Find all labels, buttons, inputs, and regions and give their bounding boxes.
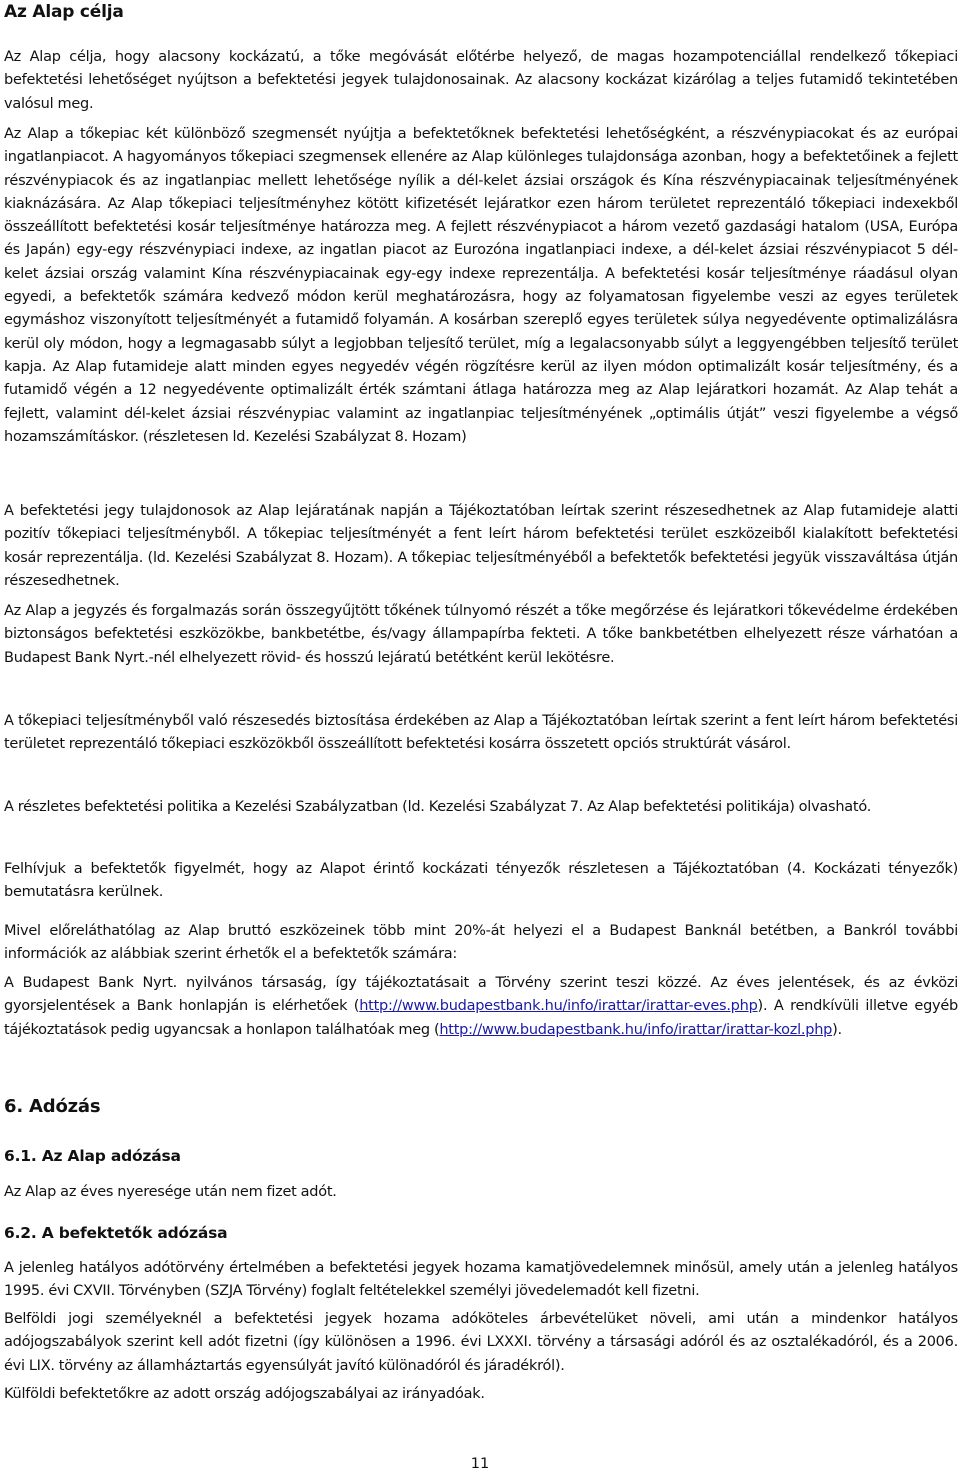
annual-reports-link[interactable]: http://www.budapestbank.hu/info/irattar/irattar-eves.php: [359, 998, 758, 1015]
paragraph-segments: Az Alap a tőkepiac két különböző szegmensét nyújtja a befektetőknek befektetési lehetőségként, a részvénypiacokat és az európai ingatlanpiacot. A hagyományos tőkepiaci szegmensek ellenére az Alap különleges tulajdonsága azonban, hogy a befektetőinek a fejlett részvénypiacok és az ingatlanpiac mellett lehetősége nyílik a dél-kelet ázsiai országok és Kína részvénypiacainak teljesítményének kiaknázására. Az Alap tőkepiaci teljesítményhez kötött kifizetését lejáratkor ezen három területet reprezentáló tőkepiaci indexekből összeállított befektetési kosár teljesítménye határozza meg. A fejlett részvénypiacot a három vezető gazdasági hatalom (USA, Európa és Japán) egy-egy részvénypiaci indexe, az ingatlan piacot az Eurozóna ingatlanpiaci indexe, a dél-kelet ázsiai részvénypiacot 5 dél-kelet ázsiai ország valamint Kína részvénypiacainak egy-egy indexe reprezentálja. A befektetési kosár teljesítménye ráadásul olyan egyedi, a befektetők számára kedvező módon kerül meghatározásra, hogy az folyamatosan figyelembe veszi az egyes területek egymáshoz viszonyított teljesítményét a futamidő folyamán. A kosárban szereplő egyes területek súlya negyedévente optimalizálásra kerül oly módon, hogy a legmagasabb súlyt a legjobban teljesítő terület, míg a legalacsonyabb súlyt a leggyengébben teljesítő terület kapja. Az Alap futamideje alatt minden egyes negyedév végén rögzítésre kerül az ilyen módon optimalizált kosár teljesítmény, és a futamidő végén a 12 negyedévente optimalizált érték számtani átlaga határozza meg az Alap lejáratkori hozamát. Az Alap tehát a fejlett, valamint dél-kelet ázsiai részvénypiac valamint az ingatlanpiac teljesítményének „optimális útját” veszi figyelembe a végső hozamszámításkor. (részletesen ld. Kezelési Szabályzat 8. Hozam): [4, 126, 958, 445]
extraordinary-reports-link[interactable]: http://www.budapestbank.hu/info/irattar/irattar-kozl.php: [439, 1021, 833, 1038]
paragraph-personal-tax: A jelenleg hatályos adótörvény értelmében a befektetési jegyek hozama kamatjövedelemnek minősül, amely után a jelenleg hatályos 1995. évi CXVII. Törvényben (SZJA Törvény) foglalt feltételekkel személyi jövedelemadót kell fizetni.: [4, 1260, 958, 1300]
paragraph-bank-deposit: Mivel előreláthatólag az Alap bruttó eszközeinek több mint 20%-át helyezi el a Budapest Banknál betétben, a Bankról további információk az alábbiak szerint érhetők el a befektetők számára:: [4, 923, 958, 963]
bank-info-text-4: ).: [832, 1021, 842, 1038]
page-number: 11: [470, 1456, 490, 1472]
paragraph-unitholders: A befektetési jegy tulajdonosok az Alap lejáratának napján a Tájékoztatóban leírtak szerint részesedhetnek az Alap futamideje alatti pozitív tőkepiaci teljesítményből. A tőkepiac teljesítményét a fent leírt három befektetési terület eszközeiből kialakított befektetési kosár reprezentálja. (ld. Kezelési Szabályzat 8. Hozam). A tőkepiac teljesítményéből a befektetők befektetési jegyük visszaváltása útján részesedhetnek.: [4, 503, 958, 589]
bank-info-text-2: ). A rendkívüli illetve egyéb tájékoztatások pedig ugyancsak a honlapon találhatóak meg: [4, 998, 958, 1038]
bank-info-text-1: A Budapest Bank Nyrt. nyilvános társaság, így tájékoztatásait a Törvény szerint teszi közzé. Az éves jelentések, és az évközi gyorsjelentések a Bank honlapján is elérhetőek (: [4, 975, 958, 1015]
paragraph-bank-info: [4, 972, 958, 1042]
paragraph-option-structure: A tőkepiaci teljesítményből való részesedés biztosítása érdekében az Alap a Tájékoztatóban leírtak szerint a fent leírt három befektetési területet reprezentáló tőkepiaci eszközökből összeállított befektetési kosárra összetett opciós struktúrát vásárol.: [4, 713, 958, 753]
section-heading-taxation: 6. Adózás: [4, 1096, 101, 1117]
page-title: Az Alap célja: [4, 2, 124, 22]
paragraph-goal: Az Alap célja, hogy alacsony kockázatú, a tőke megóvását előtérbe helyező, de magas hozampotenciállal rendelkező tőkepiaci befektetési lehetőséget nyújtson a befektetési jegyek tulajdonosainak. Az alacsony kockázat kizárólag a teljes futamidő tekintetében valósul meg.: [4, 49, 958, 112]
subsection-heading-investor-taxation: 6.2. A befektetők adózása: [4, 1224, 228, 1242]
subsection-heading-fund-taxation: 6.1. Az Alap adózása: [4, 1147, 181, 1165]
paragraph-risk-factors: Felhívjuk a befektetők figyelmét, hogy az Alapot érintő kockázati tényezők részletesen a Tájékoztatóban (4. Kockázati tényezők) bemutatásra kerülnek.: [4, 861, 958, 901]
paragraph-fund-tax: Az Alap az éves nyeresége után nem fizet adót.: [4, 1184, 337, 1200]
paragraph-capital-protection: Az Alap a jegyzés és forgalmazás során összegyűjtött tőkének túlnyomó részét a tőke megőrzése és lejáratkori tőkevédelme érdekében biztonságos befektetési eszközökbe, bankbetétbe, és/vagy állampapírba fekteti. A tőke bankbetétben elhelyezett része várhatóan a Budapest Bank Nyrt.-nél elhelyezett rövid- és hosszú lejáratú betétként kerül lekötésre.: [4, 603, 958, 666]
bank-info-text-3: (: [433, 1021, 440, 1038]
paragraph-investment-policy: A részletes befektetési politika a Kezelési Szabályzatban (ld. Kezelési Szabályzat 7. Az Alap befektetési politikája) olvasható.: [4, 799, 872, 815]
paragraph-corporate-tax: Belföldi jogi személyeknél a befektetési jegyek hozama adóköteles árbevételüket növeli, ami után a mindenkor hatályos adójogszabályok szerint kell adót fizetni (így különösen a 1996. évi LXXXI. törvény a társasági adóról és az osztalékadóról, és a 2006. évi LIX. törvény az államháztartás egyensúlyát javító különadóról és járadékról).: [4, 1311, 958, 1374]
paragraph-foreign-investors: Külföldi befektetőkre az adott ország adójogszabályai az irányadóak.: [4, 1386, 485, 1402]
